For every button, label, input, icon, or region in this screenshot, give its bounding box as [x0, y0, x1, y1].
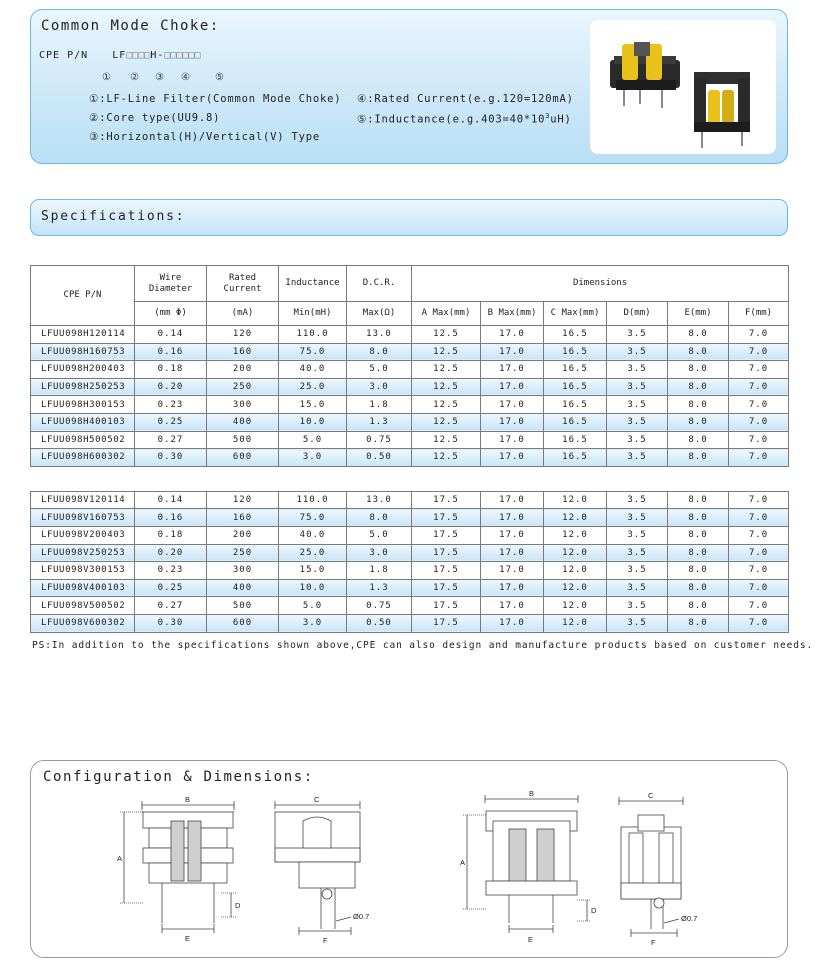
table-row — [31, 544, 789, 562]
configuration-title: Configuration & Dimensions: — [43, 769, 314, 785]
vertical-side-view — [619, 797, 683, 937]
table-cell: 3.0 — [347, 544, 412, 562]
cell-part-number: LFUU098H160753 — [31, 343, 135, 361]
unit-f: F(mm) — [729, 302, 789, 326]
table-cell: 12.5 — [412, 431, 481, 449]
table-cell: 3.5 — [607, 562, 668, 580]
table-cell: 40.0 — [279, 526, 347, 544]
horizontal-choke-image — [610, 42, 680, 108]
vertical-choke-image — [694, 72, 750, 148]
table-row — [31, 449, 789, 467]
table-cell: 12.5 — [412, 378, 481, 396]
table-cell: 10.0 — [279, 579, 347, 597]
table-cell: 10.0 — [279, 413, 347, 431]
cell-part-number: LFUU098H200403 — [31, 361, 135, 379]
table-cell: 17.5 — [412, 562, 481, 580]
table-cell: 7.0 — [729, 491, 789, 509]
legend-item-5-unit: uH) — [550, 113, 572, 126]
table-cell: 7.0 — [729, 431, 789, 449]
table-cell: 1.3 — [347, 579, 412, 597]
legend-item-5-text: ⑤:Inductance(e.g.403=40*10 — [357, 113, 546, 126]
table-cell: 1.8 — [347, 396, 412, 414]
table-row — [31, 413, 789, 431]
horizontal-front-view — [120, 801, 236, 933]
table-cell: 7.0 — [729, 343, 789, 361]
table-cell: 12.0 — [544, 579, 607, 597]
table-cell: 17.0 — [481, 326, 544, 344]
table-cell: 3.5 — [607, 378, 668, 396]
table-cell: 75.0 — [279, 509, 347, 527]
unit-dcr: Max(Ω) — [347, 302, 412, 326]
cell-part-number: LFUU098V200403 — [31, 526, 135, 544]
col-header-dimensions: Dimensions — [412, 266, 789, 302]
cell-part-number: LFUU098H300153 — [31, 396, 135, 414]
legend-item-5 — [357, 112, 572, 126]
table-cell: 3.5 — [607, 413, 668, 431]
product-photo — [590, 20, 776, 154]
table-cell: 300 — [207, 562, 279, 580]
table-cell: 250 — [207, 378, 279, 396]
table-cell: 0.75 — [347, 431, 412, 449]
table-cell: 3.5 — [607, 396, 668, 414]
table-cell: 17.5 — [412, 544, 481, 562]
dim-label-f-vertical: F — [651, 938, 656, 947]
table-cell: 3.5 — [607, 544, 668, 562]
dim-label-pin-horizontal: Ø0.7 — [353, 912, 370, 921]
table-cell: 17.0 — [481, 491, 544, 509]
col-header-wire-diameter: Wire Diameter — [135, 266, 207, 302]
spec-table-body — [31, 326, 789, 633]
table-cell: 15.0 — [279, 562, 347, 580]
table-header-row-1 — [31, 266, 789, 302]
table-cell: 3.5 — [607, 597, 668, 615]
horizontal-side-view — [275, 801, 360, 935]
pn-prefix: LF — [112, 50, 127, 61]
table-cell: 110.0 — [279, 326, 347, 344]
dim-label-b-vertical: B — [529, 789, 535, 798]
table-header-row-2 — [31, 302, 789, 326]
table-cell: 7.0 — [729, 526, 789, 544]
cell-part-number: LFUU098V250253 — [31, 544, 135, 562]
table-cell: 12.0 — [544, 614, 607, 632]
table-cell: 3.0 — [279, 614, 347, 632]
table-cell: 12.5 — [412, 361, 481, 379]
table-cell: 12.5 — [412, 449, 481, 467]
dim-label-d-horizontal: D — [235, 901, 241, 910]
table-cell: 3.5 — [607, 449, 668, 467]
table-cell: 8.0 — [668, 413, 729, 431]
dimension-drawings — [31, 761, 789, 959]
table-cell: 17.5 — [412, 526, 481, 544]
table-cell: 17.0 — [481, 509, 544, 527]
table-cell: 3.5 — [607, 579, 668, 597]
unit-rated-current: (mA) — [207, 302, 279, 326]
table-cell: 0.23 — [135, 562, 207, 580]
part-number-format — [39, 50, 201, 61]
table-cell: 0.25 — [135, 579, 207, 597]
table-cell: 7.0 — [729, 509, 789, 527]
table-cell: 17.0 — [481, 614, 544, 632]
col-header-dcr: D.C.R. — [347, 266, 412, 302]
table-cell: 8.0 — [668, 614, 729, 632]
table-cell: 17.5 — [412, 597, 481, 615]
table-cell: 25.0 — [279, 378, 347, 396]
table-cell: 40.0 — [279, 361, 347, 379]
cell-part-number: LFUU098V600302 — [31, 614, 135, 632]
table-cell: 8.0 — [668, 491, 729, 509]
spec-table — [30, 265, 789, 633]
table-cell: 8.0 — [668, 597, 729, 615]
table-row — [31, 491, 789, 509]
table-cell: 7.0 — [729, 396, 789, 414]
cell-part-number: LFUU098V120114 — [31, 491, 135, 509]
table-cell: 3.5 — [607, 614, 668, 632]
table-cell: 0.16 — [135, 509, 207, 527]
unit-b-max: B Max(mm) — [481, 302, 544, 326]
table-cell: 16.5 — [544, 378, 607, 396]
table-row — [31, 509, 789, 527]
unit-inductance: Min(mH) — [279, 302, 347, 326]
separator-cell — [31, 466, 789, 491]
table-cell: 5.0 — [279, 597, 347, 615]
legend-item-1: ①:LF-Line Filter(Common Mode Choke) — [89, 93, 342, 105]
vertical-front-view — [463, 795, 591, 933]
cell-part-number: LFUU098H400103 — [31, 413, 135, 431]
pn-index-4: ④ — [181, 72, 190, 83]
table-cell: 5.0 — [347, 526, 412, 544]
legend-item-5-exponent: 3 — [545, 112, 551, 120]
table-cell: 0.50 — [347, 614, 412, 632]
table-cell: 13.0 — [347, 326, 412, 344]
table-cell: 8.0 — [668, 449, 729, 467]
table-cell: 17.0 — [481, 378, 544, 396]
dim-label-b-horizontal: B — [185, 795, 191, 804]
table-cell: 7.0 — [729, 614, 789, 632]
pn-label: CPE P/N — [39, 50, 89, 61]
table-cell: 3.5 — [607, 526, 668, 544]
table-cell: 0.20 — [135, 544, 207, 562]
table-cell: 13.0 — [347, 491, 412, 509]
pn-index-2: ② — [130, 72, 139, 83]
table-cell: 0.75 — [347, 597, 412, 615]
table-cell: 7.0 — [729, 449, 789, 467]
table-cell: 12.5 — [412, 413, 481, 431]
table-cell: 0.18 — [135, 526, 207, 544]
unit-d: D(mm) — [607, 302, 668, 326]
table-row — [31, 378, 789, 396]
table-cell: 600 — [207, 449, 279, 467]
table-cell: 16.5 — [544, 326, 607, 344]
table-cell: 500 — [207, 431, 279, 449]
table-cell: 8.0 — [668, 526, 729, 544]
dim-label-a-horizontal: A — [117, 854, 123, 863]
col-header-inductance: Inductance — [279, 266, 347, 302]
table-cell: 8.0 — [668, 326, 729, 344]
dim-label-f-horizontal: F — [323, 936, 328, 945]
table-cell: 300 — [207, 396, 279, 414]
table-row — [31, 361, 789, 379]
table-cell: 7.0 — [729, 361, 789, 379]
pn-index-5: ⑤ — [215, 72, 224, 83]
table-cell: 0.50 — [347, 449, 412, 467]
table-cell: 8.0 — [668, 544, 729, 562]
table-cell: 3.5 — [607, 491, 668, 509]
table-cell: 8.0 — [347, 509, 412, 527]
dim-label-a-vertical: A — [460, 858, 466, 867]
table-row — [31, 597, 789, 615]
table-row — [31, 614, 789, 632]
table-cell: 16.5 — [544, 449, 607, 467]
table-cell: 12.0 — [544, 526, 607, 544]
table-cell: 8.0 — [668, 579, 729, 597]
table-cell: 17.0 — [481, 413, 544, 431]
dim-label-c-horizontal: C — [314, 795, 320, 804]
table-cell: 7.0 — [729, 378, 789, 396]
table-cell: 0.27 — [135, 431, 207, 449]
choke-photo-illustration — [590, 20, 776, 154]
table-cell: 12.0 — [544, 544, 607, 562]
table-cell: 12.0 — [544, 491, 607, 509]
cell-part-number: LFUU098H500502 — [31, 431, 135, 449]
table-cell: 8.0 — [668, 343, 729, 361]
table-cell: 16.5 — [544, 361, 607, 379]
table-row — [31, 562, 789, 580]
table-cell: 7.0 — [729, 544, 789, 562]
page-title: Common Mode Choke: — [41, 18, 220, 34]
part-number-panel — [30, 9, 788, 164]
dim-label-pin-vertical: Ø0.7 — [681, 914, 698, 923]
table-cell: 17.0 — [481, 526, 544, 544]
table-cell: 7.0 — [729, 326, 789, 344]
unit-e: E(mm) — [668, 302, 729, 326]
table-cell: 25.0 — [279, 544, 347, 562]
table-cell: 8.0 — [347, 343, 412, 361]
dim-label-e-horizontal: E — [185, 934, 191, 943]
table-cell: 600 — [207, 614, 279, 632]
table-cell: 17.0 — [481, 562, 544, 580]
table-cell: 250 — [207, 544, 279, 562]
table-cell: 12.0 — [544, 562, 607, 580]
table-cell: 3.5 — [607, 509, 668, 527]
pn-index-1: ① — [102, 72, 111, 83]
table-cell: 12.0 — [544, 597, 607, 615]
table-cell: 17.0 — [481, 579, 544, 597]
table-cell: 17.0 — [481, 396, 544, 414]
cell-part-number: LFUU098V400103 — [31, 579, 135, 597]
table-cell: 8.0 — [668, 509, 729, 527]
table-cell: 0.16 — [135, 343, 207, 361]
table-row — [31, 396, 789, 414]
table-cell: 12.5 — [412, 396, 481, 414]
table-cell: 160 — [207, 343, 279, 361]
table-cell: 400 — [207, 413, 279, 431]
table-cell: 0.27 — [135, 597, 207, 615]
table-cell: 12.5 — [412, 343, 481, 361]
table-cell: 3.5 — [607, 343, 668, 361]
dim-label-d-vertical: D — [591, 906, 597, 915]
table-cell: 16.5 — [544, 396, 607, 414]
table-row — [31, 343, 789, 361]
pn-index-3: ③ — [155, 72, 164, 83]
table-cell: 3.0 — [279, 449, 347, 467]
table-cell: 17.0 — [481, 597, 544, 615]
table-cell: 12.0 — [544, 509, 607, 527]
table-cell: 17.5 — [412, 491, 481, 509]
dim-label-c-vertical: C — [648, 791, 654, 800]
table-group-separator — [31, 466, 789, 491]
col-header-rated-current: Rated Current — [207, 266, 279, 302]
table-cell: 7.0 — [729, 579, 789, 597]
table-row — [31, 579, 789, 597]
cell-part-number: LFUU098H120114 — [31, 326, 135, 344]
table-cell: 120 — [207, 326, 279, 344]
table-cell: 3.0 — [347, 378, 412, 396]
table-cell: 3.5 — [607, 431, 668, 449]
table-cell: 160 — [207, 509, 279, 527]
cell-part-number: LFUU098V500502 — [31, 597, 135, 615]
ps-note: PS:In addition to the specifications shown above,CPE can also design and manufacture products based on customer needs. — [32, 640, 814, 651]
table-cell: 0.14 — [135, 491, 207, 509]
table-cell: 8.0 — [668, 361, 729, 379]
table-cell: 0.14 — [135, 326, 207, 344]
table-cell: 5.0 — [347, 361, 412, 379]
table-cell: 8.0 — [668, 378, 729, 396]
unit-wire-diameter: (mm Φ) — [135, 302, 207, 326]
unit-c-max: C Max(mm) — [544, 302, 607, 326]
table-row — [31, 526, 789, 544]
table-cell: 0.20 — [135, 378, 207, 396]
table-cell: 500 — [207, 597, 279, 615]
table-row — [31, 431, 789, 449]
table-cell: 8.0 — [668, 396, 729, 414]
table-cell: 400 — [207, 579, 279, 597]
table-cell: 8.0 — [668, 431, 729, 449]
legend-item-4: ④:Rated Current(e.g.120=120mA) — [357, 93, 574, 105]
configuration-panel — [30, 760, 788, 958]
table-cell: 0.30 — [135, 449, 207, 467]
table-cell: 8.0 — [668, 562, 729, 580]
table-cell: 200 — [207, 361, 279, 379]
pn-boxes-a: □□□□ — [126, 50, 151, 61]
table-cell: 120 — [207, 491, 279, 509]
table-cell: 0.18 — [135, 361, 207, 379]
dim-label-e-vertical: E — [528, 935, 534, 944]
table-cell: 16.5 — [544, 343, 607, 361]
table-cell: 1.3 — [347, 413, 412, 431]
table-cell: 17.0 — [481, 431, 544, 449]
table-cell: 17.5 — [412, 509, 481, 527]
cell-part-number: LFUU098V160753 — [31, 509, 135, 527]
table-cell: 0.30 — [135, 614, 207, 632]
table-cell: 75.0 — [279, 343, 347, 361]
table-cell: 7.0 — [729, 413, 789, 431]
table-cell: 0.23 — [135, 396, 207, 414]
table-cell: 17.0 — [481, 361, 544, 379]
unit-a-max: A Max(mm) — [412, 302, 481, 326]
cell-part-number: LFUU098H600302 — [31, 449, 135, 467]
table-cell: 17.0 — [481, 343, 544, 361]
table-cell: 15.0 — [279, 396, 347, 414]
table-row — [31, 326, 789, 344]
table-cell: 0.25 — [135, 413, 207, 431]
table-cell: 12.5 — [412, 326, 481, 344]
legend-item-2: ②:Core type(UU9.8) — [89, 112, 221, 124]
table-cell: 16.5 — [544, 431, 607, 449]
col-header-pn: CPE P/N — [31, 266, 135, 326]
table-cell: 17.5 — [412, 579, 481, 597]
table-cell: 7.0 — [729, 597, 789, 615]
legend-item-3: ③:Horizontal(H)/Vertical(V) Type — [89, 131, 320, 143]
table-cell: 17.5 — [412, 614, 481, 632]
table-cell: 3.5 — [607, 326, 668, 344]
cell-part-number: LFUU098H250253 — [31, 378, 135, 396]
specifications-title: Specifications: — [41, 209, 186, 224]
table-cell: 3.5 — [607, 361, 668, 379]
table-cell: 7.0 — [729, 562, 789, 580]
specifications-header — [30, 199, 788, 236]
table-cell: 16.5 — [544, 413, 607, 431]
table-cell: 17.0 — [481, 449, 544, 467]
table-cell: 200 — [207, 526, 279, 544]
cell-part-number: LFUU098V300153 — [31, 562, 135, 580]
table-cell: 17.0 — [481, 544, 544, 562]
pn-boxes-b: □□□□□□ — [164, 50, 201, 61]
table-cell: 5.0 — [279, 431, 347, 449]
table-cell: 1.8 — [347, 562, 412, 580]
table-cell: 110.0 — [279, 491, 347, 509]
pn-mid: H- — [150, 50, 165, 61]
